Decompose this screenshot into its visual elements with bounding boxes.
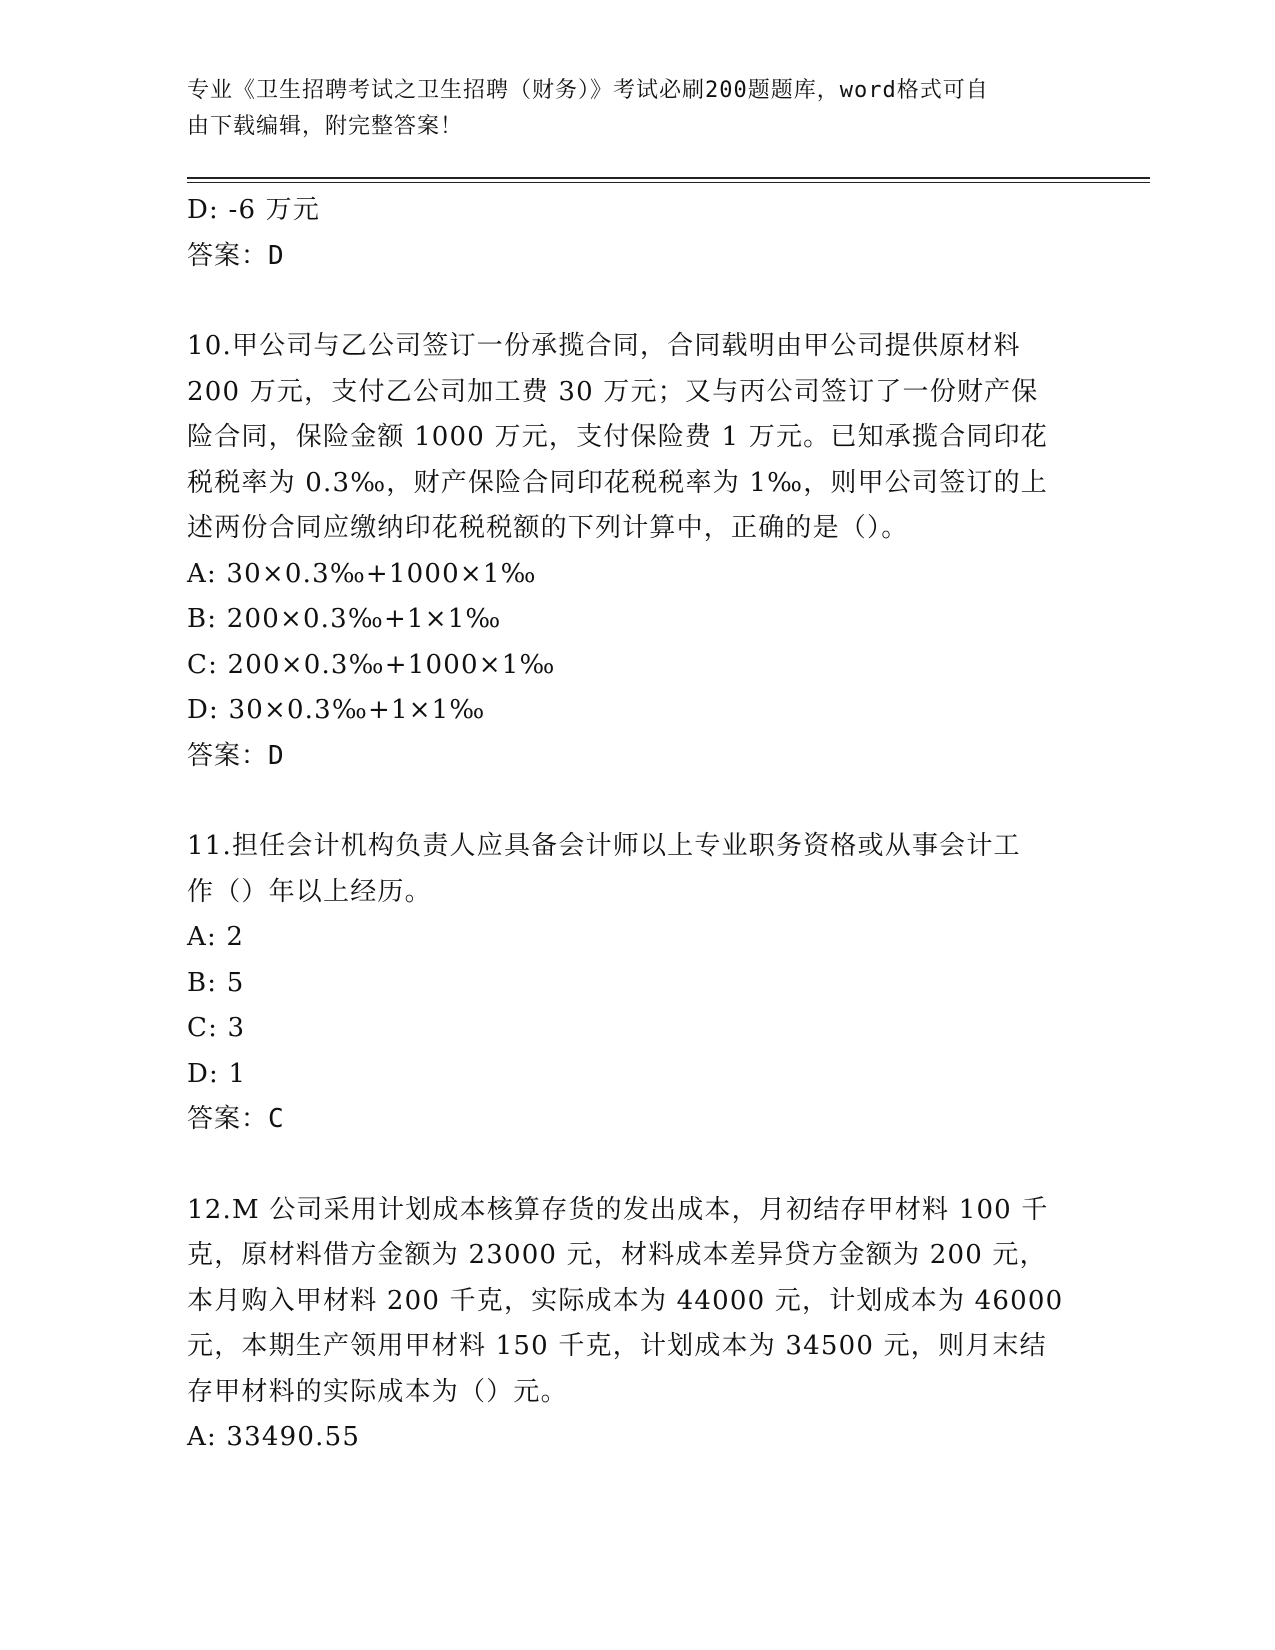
question-12 [187, 1188, 1067, 1416]
question-text: 作（）年以上经历。 [187, 876, 432, 907]
question-text: 税税率为 0.3‰，财产保险合同印花税税率为 1‰，则甲公司签订的上 [187, 467, 1048, 498]
header-line: 专业《卫生招聘考试之卫生招聘（财务）》考试必刷200题题库，word格式可自 [187, 78, 989, 103]
spacer [187, 779, 1067, 824]
header-rule [187, 182, 1150, 183]
header-rule [187, 177, 1150, 179]
question-10 [187, 324, 1067, 552]
spacer [187, 1143, 1067, 1188]
question-text: 元，本期生产领用甲材料 150 千克，计划成本为 34500 元，则月末结 [187, 1331, 1047, 1361]
question-text: 克，原材料借方金额为 23000 元，材料成本差异贷方金额为 200 元， [187, 1240, 1047, 1270]
option-c: C: 3 [187, 1013, 246, 1043]
spacer [187, 279, 1067, 324]
answer: 答案：D [187, 740, 285, 771]
question-text: 述两份合同应缴纳印花税税额的下列计算中，正确的是（）。 [187, 513, 909, 543]
question-text: 10.甲公司与乙公司签订一份承揽合同，合同载明由甲公司提供原材料 [187, 331, 1021, 361]
question-text: 11.担任会计机构负责人应具备会计师以上专业职务资格或从事会计工 [187, 831, 1021, 861]
document-body [187, 188, 1067, 1461]
option-b: B: 200×0.3‰+1×1‰ [187, 604, 502, 634]
answer: 答案：D [187, 240, 285, 271]
question-text: 险合同，保险金额 1000 万元，支付保险费 1 万元。已知承揽合同印花 [187, 422, 1048, 452]
question-text: 12.M 公司采用计划成本核算存货的发出成本，月初结存甲材料 100 千 [187, 1194, 1049, 1225]
option-a: A: 30×0.3‰+1000×1‰ [187, 558, 537, 589]
option-b: B: 5 [187, 967, 245, 998]
question-11 [187, 824, 1067, 915]
page-header [187, 73, 1067, 145]
question-text: 200 万元，支付乙公司加工费 30 万元；又与丙公司签订了一份财产保 [187, 376, 1039, 407]
question-text: 本月购入甲材料 200 千克，实际成本为 44000 元，计划成本为 46000 [187, 1285, 1064, 1316]
option-d: D: 1 [187, 1058, 247, 1089]
header-line: 由下载编辑，附完整答案！ [187, 114, 464, 139]
option-a: A: 33490.55 [187, 1422, 361, 1452]
option-c: C: 200×0.3‰+1000×1‰ [187, 649, 556, 680]
option-d: D: -6 万元 [187, 195, 321, 225]
option-d: D: 30×0.3‰+1×1‰ [187, 695, 486, 725]
option-a: A: 2 [187, 922, 245, 952]
answer: 答案：C [187, 1104, 285, 1134]
question-text: 存甲材料的实际成本为（）元。 [187, 1376, 568, 1407]
